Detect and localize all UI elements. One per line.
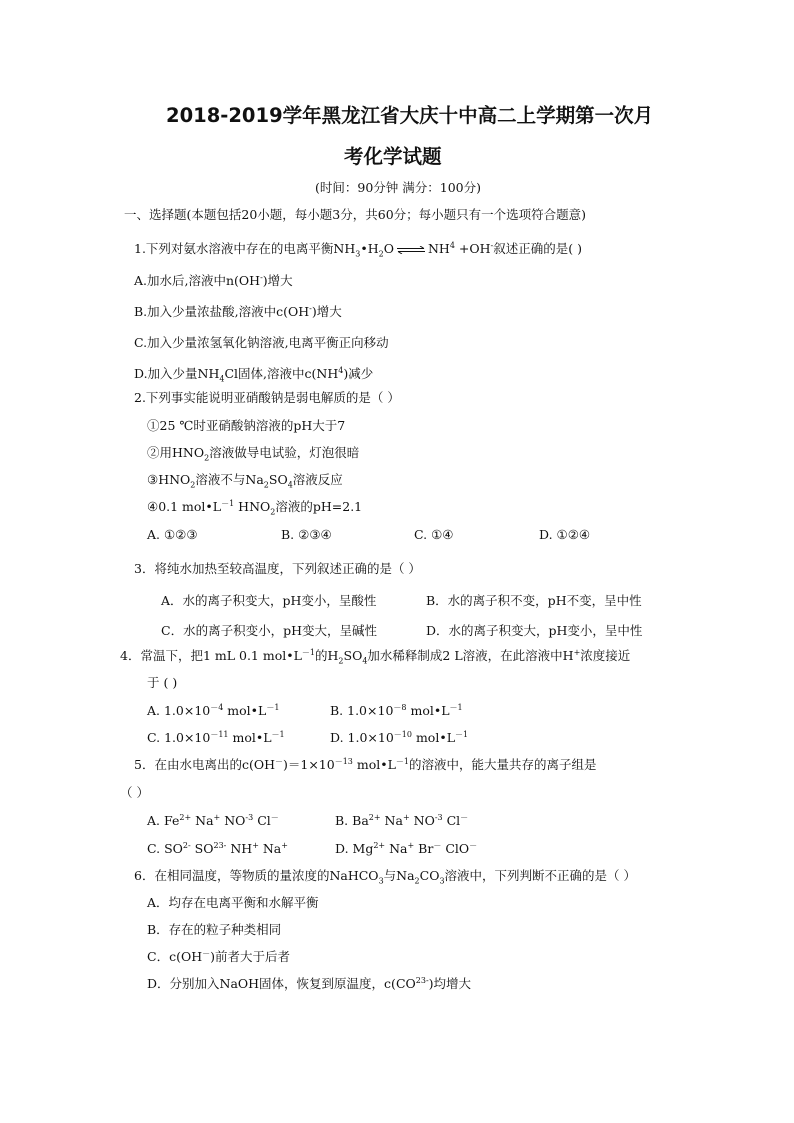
q6-stem: 6．在相同温度，等物质的量浓度的NaHCO$_3$与$Na_2CO_3$溶液中，下列判断不正确的是（ ） (134, 868, 637, 886)
q3-option-d: D．水的离子积变大，pH变小，呈中性 (426, 623, 643, 638)
title-line-2: 考化学试题 (344, 145, 442, 168)
q5-option-d: D. $Mg^{2+}$ Na+ Br－ ClO－ (335, 840, 478, 856)
q5-stem: 5．在由水电离出的$c(OH^-)=1\times 10^{-13}$ $mol•L^{-1}$的溶液中，能大量共存的离子组是 (134, 756, 597, 772)
q5-option-b: B. $Ba^{2+}$ Na+ $NO^{-3}$ Cl－ (335, 812, 469, 828)
q6-option-b: B．存在的粒子种类相同 (147, 922, 282, 937)
q1-option-c: C.加入少量浓氢氧化钠溶液,电离平衡正向移动 (134, 335, 389, 350)
q4-option-b: B. $1.0\times 10^{-8}$ $mol•L^{-1}$ (330, 702, 463, 718)
q6-option-d: D．分别加入NaOH固体，恢复到原温度，$c(CO^{23-})$均增大 (147, 975, 472, 991)
q2-statement-1: ①25 ℃时亚硝酸钠溶液的pH大于7 (147, 418, 346, 433)
q1-stem: 1.下列对氨水溶液中存在的电离平衡$NH_3•H_2O$ $NH^4 +OH^-$叙述正确的是( ) (134, 240, 582, 259)
q6-option-a: A．均存在电离平衡和水解平衡 (147, 895, 319, 910)
q4-stem-cont: 于 ( ) (147, 675, 178, 690)
q2-option-a: A. ①②③ (147, 527, 198, 542)
q2-statement-3: $③HNO_2$溶液不与$Na_2SO_4$溶液反应 (147, 472, 343, 490)
q2-option-c: C. ①④ (414, 527, 454, 542)
q3-stem: 3．将纯水加热至较高温度，下列叙述正确的是（ ） (134, 561, 421, 576)
q1-option-b: B.加入少量浓盐酸,溶液中c(OH-)增大 (134, 303, 342, 319)
q2-stem: 2.下列事实能说明亚硝酸钠是弱电解质的是（ ） (134, 390, 400, 405)
q5-stem-cont: （ ） (120, 785, 149, 800)
title-line-1: 2018-2019学年黑龙江省大庆十中高二上学期第一次月 (166, 104, 654, 127)
q3-option-a: A．水的离子积变大，pH变小，呈酸性 (161, 593, 377, 608)
q1-option-a: A.加水后,溶液中n(OH-)增大 (134, 272, 293, 288)
equilibrium-arrow-icon (396, 246, 426, 254)
q4-option-d: D. $1.0\times 10^{-10}$ $mol•L^{-1}$ (330, 729, 469, 745)
q1-option-d: D.加入少量$NH_4Cl$固体,溶液中$c(NH^4)$减少 (134, 365, 374, 384)
q4-option-c: C. $1.0\times 10^{-11}$ $mol•L^{-1}$ (147, 729, 285, 745)
q2-option-b: B. ②③④ (281, 527, 332, 542)
q4-stem: 4．常温下，把1 mL 0.1 $mol•L^{-1}$的$H_2SO_4$加水稀释制成2 L溶液，在此溶液中H+浓度接近 (120, 647, 631, 666)
q2-statement-2: ②用$HNO_2$溶液做导电试验，灯泡很暗 (147, 445, 360, 463)
q6-option-c: C．c(OH－)前者大于后者 (147, 948, 290, 964)
q3-option-b: B．水的离子积不变，pH不变，呈中性 (426, 593, 642, 608)
q3-option-c: C．水的离子积变小，pH变大，呈碱性 (161, 623, 377, 638)
q4-option-a: A. $1.0\times 10^{-4}$ $mol•L^{-1}$ (147, 702, 280, 718)
q5-option-a: A. $Fe^{2+}$ Na+ $NO^{-3}$ Cl－ (147, 812, 279, 828)
exam-info: (时间：90分钟 满分：100分) (315, 180, 481, 195)
q2-statement-4: ④0.1 $mol•L^{-1}$ $HNO_2$溶液的pH=2.1 (147, 498, 363, 517)
q5-option-c: C. $SO^{2-}$ $SO^{23-}$ NH+ Na+ (147, 840, 288, 856)
q2-option-d: D. ①②④ (539, 527, 591, 542)
section-heading: 一、选择题(本题包括20小题，每小题3分，共60分；每小题只有一个选项符合题意) (124, 207, 587, 222)
